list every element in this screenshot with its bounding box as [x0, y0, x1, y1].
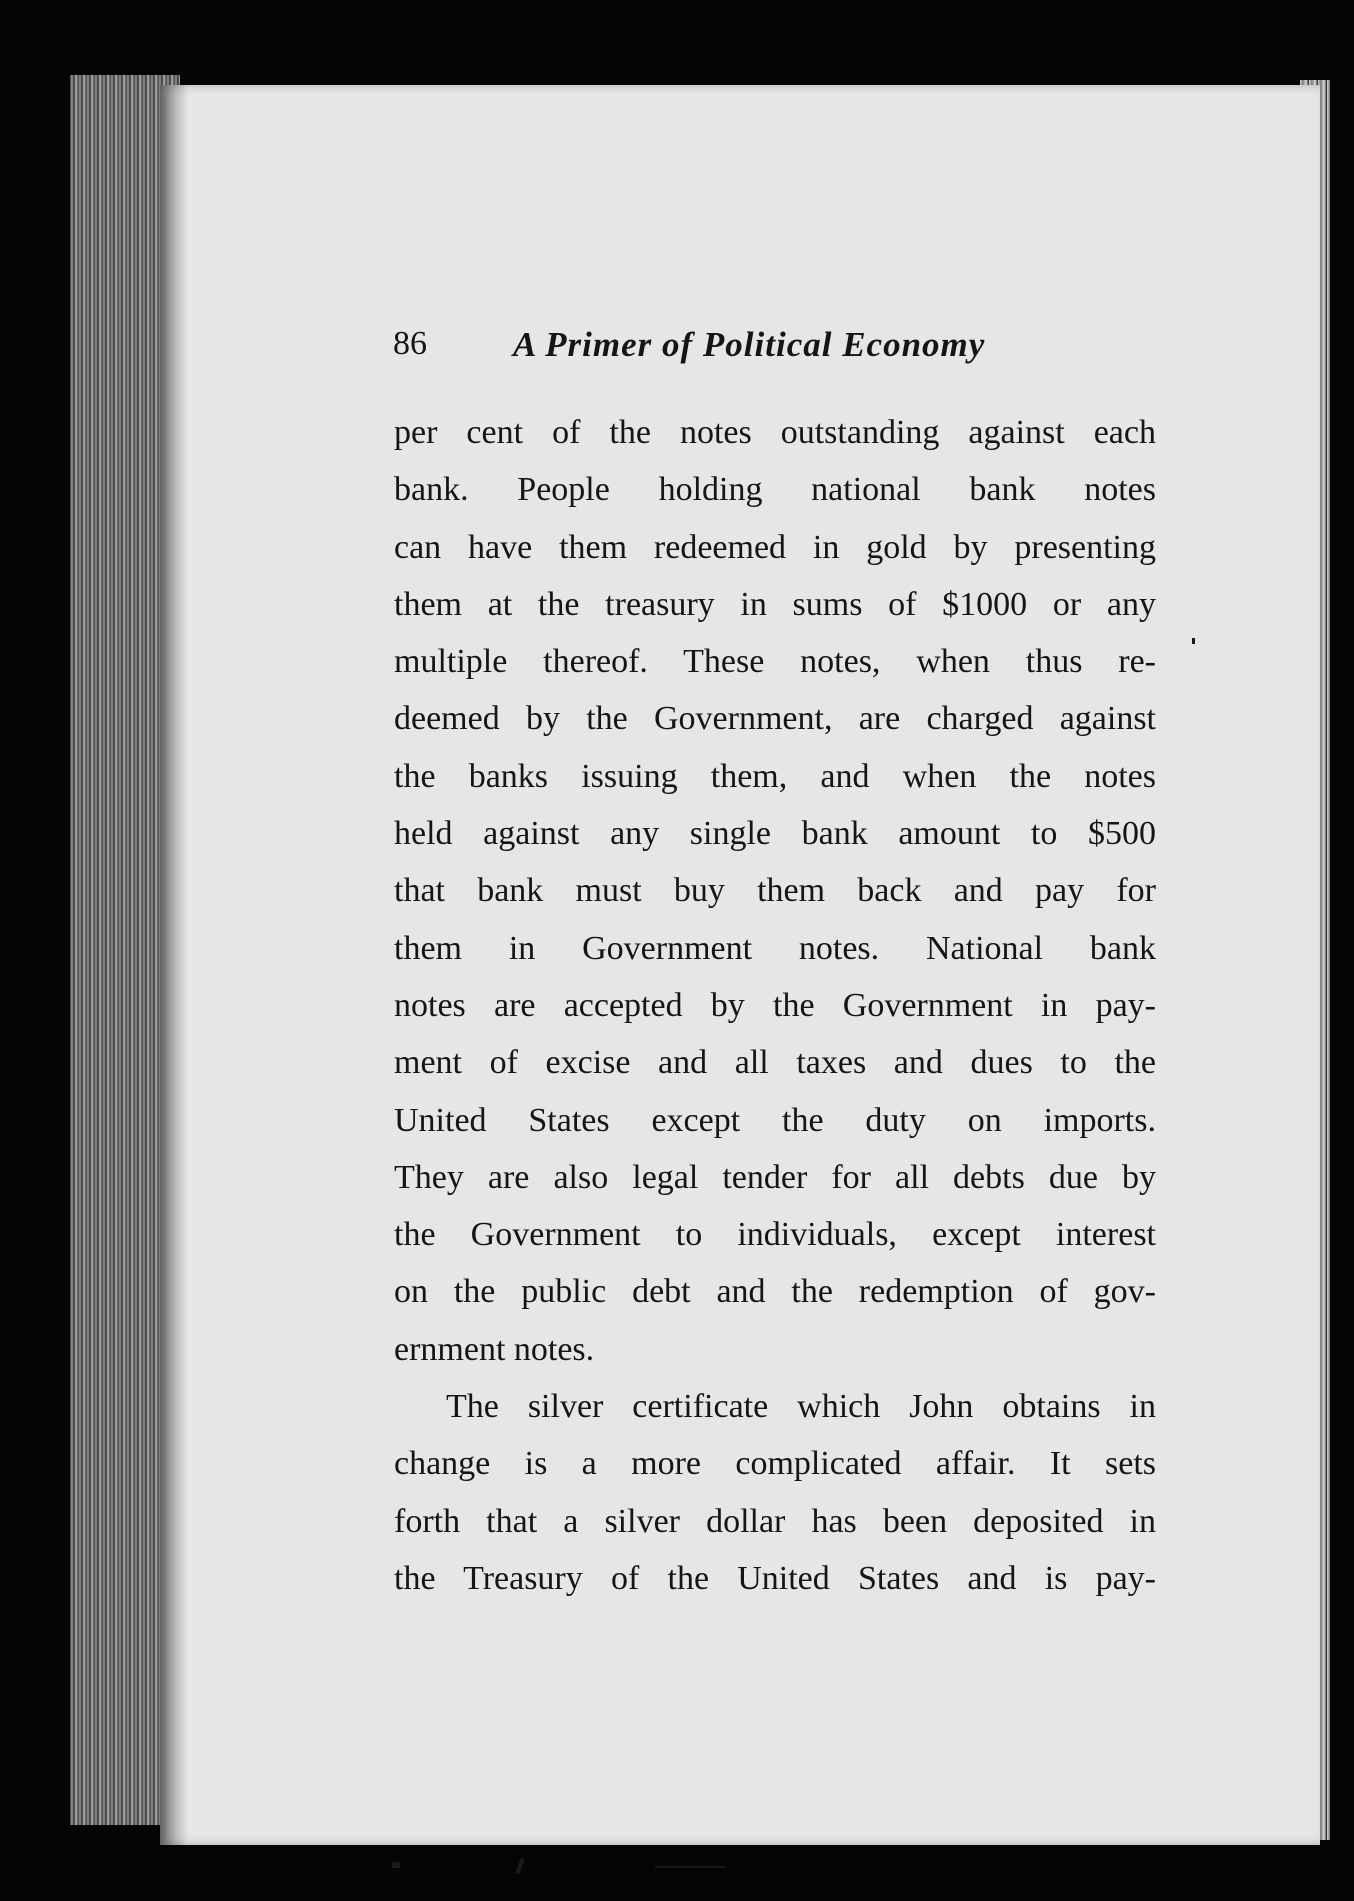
text-line: them at the treasury in sums of $1000 or any — [394, 585, 1156, 623]
text-line: bank. People holding national bank notes — [394, 471, 1156, 509]
paragraph-2 — [394, 1378, 1156, 1607]
text-line: can have them redeemed in gold by presenting — [394, 528, 1156, 566]
gutter-shadow — [160, 85, 188, 1845]
text-line: that bank must buy them back and pay for — [394, 872, 1156, 910]
text-line: notes are accepted by the Government in pay- — [394, 986, 1156, 1024]
page-number: 86 — [393, 325, 427, 362]
text-line: the Government to individuals, except interest — [394, 1216, 1156, 1254]
text-line: per cent of the notes outstanding against each — [394, 414, 1156, 451]
paragraph-1 — [394, 404, 1156, 1378]
text-line: the banks issuing them, and when the notes — [394, 757, 1156, 795]
body-text — [394, 404, 1156, 1607]
text-line: ernment notes. — [394, 1330, 595, 1368]
text-line: held against any single bank amount to $500 — [394, 815, 1156, 853]
text-line: They are also legal tender for all debts due by — [394, 1158, 1156, 1196]
text-line: on the public debt and the redemption of gov- — [394, 1273, 1156, 1311]
running-title: A Primer of Political Economy — [513, 325, 986, 364]
text-line: deemed by the Government, are charged against — [394, 700, 1156, 738]
text-line: them in Government notes. National bank — [394, 929, 1156, 967]
text-line: multiple thereof. These notes, when thus re- — [394, 643, 1156, 681]
text-line: The silver certificate which John obtains in — [446, 1388, 1156, 1426]
text-line: the Treasury of the United States and is pay- — [394, 1559, 1156, 1597]
text-line: ment of excise and all taxes and dues to the — [394, 1044, 1156, 1082]
text-line: forth that a silver dollar has been deposited in — [394, 1502, 1156, 1540]
text-line: United States except the duty on imports. — [394, 1101, 1156, 1139]
text-line: change is a more complicated affair. It sets — [394, 1445, 1156, 1483]
running-header — [393, 325, 1153, 375]
